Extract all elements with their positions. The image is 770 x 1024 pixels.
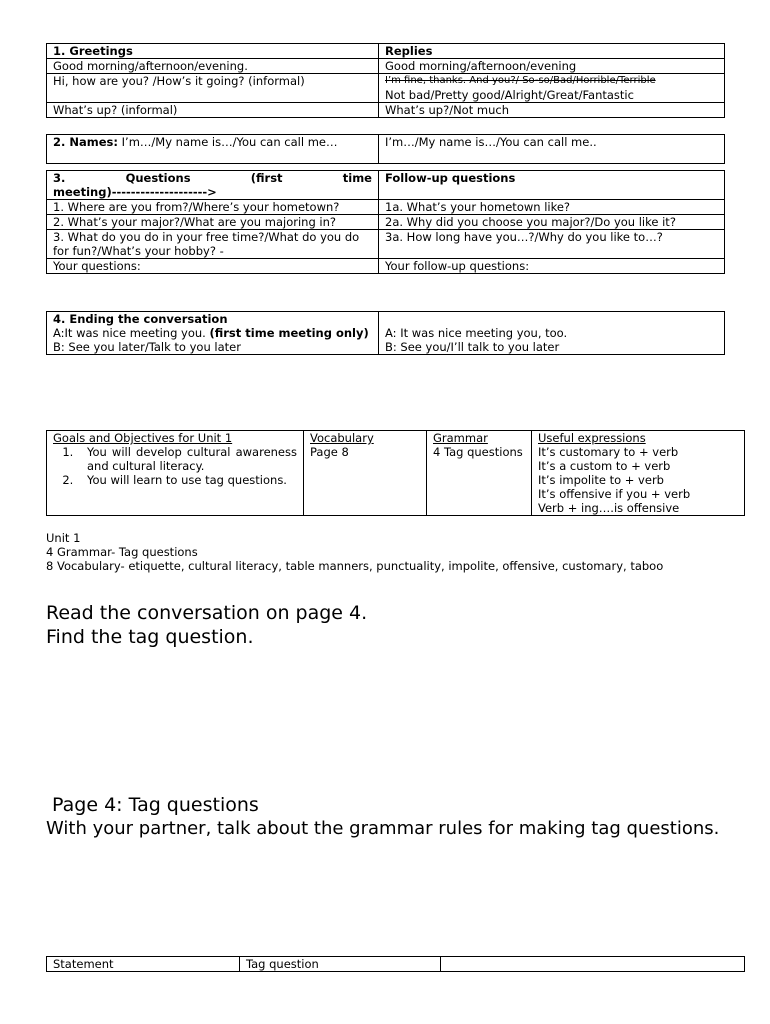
expression-item: It’s customary to + verb xyxy=(538,445,679,459)
ending-cell xyxy=(47,312,379,355)
vocabulary-header: Vocabulary xyxy=(310,431,374,445)
unit-vocabulary-line: 8 Vocabulary- etiquette, cultural literacy, table manners, punctuality, impolite, offensive, customary, taboo xyxy=(46,559,664,573)
ending-reply-a: A: It was nice meeting you, too. xyxy=(385,326,568,340)
questions-table xyxy=(46,170,725,274)
expression-item: It’s impolite to + verb xyxy=(538,473,664,487)
names-cell xyxy=(47,135,379,164)
page4-heading: Page 4: Tag questions xyxy=(46,794,259,816)
page4-body: With your partner, talk about the grammar rules for making tag questions. xyxy=(46,818,720,839)
reading-instructions xyxy=(46,601,724,649)
greetings-table xyxy=(46,43,725,118)
page4-section xyxy=(46,793,724,841)
replies-header: Replies xyxy=(379,44,725,59)
expression-item: It’s offensive if you + verb xyxy=(538,487,691,501)
expressions-header: Useful expressions xyxy=(538,431,646,445)
reply-text: Not bad/Pretty good/Alright/Great/Fantastic xyxy=(385,88,634,102)
ending-b-text: B: See you later/Talk to you later xyxy=(53,340,241,354)
ending-a-bold: (first time meeting only) xyxy=(209,326,369,340)
questions-header xyxy=(47,171,379,200)
goals-table xyxy=(46,430,745,516)
table-row xyxy=(47,59,725,74)
ending-reply-b: B: See you/I’ll talk to you later xyxy=(385,340,560,354)
names-text: I’m…/My name is…/You can call me… xyxy=(118,135,338,149)
table-row xyxy=(47,259,725,274)
greetings-header: 1. Greetings xyxy=(47,44,379,59)
follow-up-cell: 2a. Why did you choose you major?/Do you like it? xyxy=(379,215,725,230)
names-table xyxy=(46,134,725,164)
greeting-cell: What’s up? (informal) xyxy=(47,103,379,118)
empty-header xyxy=(441,957,745,972)
table-row xyxy=(47,230,725,259)
unit-title: Unit 1 xyxy=(46,531,81,545)
goals-list xyxy=(53,445,297,487)
unit-grammar-line: 4 Grammar- Tag questions xyxy=(46,545,198,559)
question-cell: 1. Where are you from?/Where’s your hometown? xyxy=(47,200,379,215)
expressions-cell xyxy=(532,431,745,516)
goals-cell xyxy=(47,431,304,516)
goals-header: Goals and Objectives for Unit 1 xyxy=(53,431,233,445)
grammar-cell xyxy=(427,431,532,516)
ending-title: 4. Ending the conversation xyxy=(53,312,228,326)
list-item: 2. You will learn to use tag questions. xyxy=(77,473,297,487)
list-item: 1. You will develop cultural awareness and cultural literacy. xyxy=(77,445,297,473)
instruction-line: Read the conversation on page 4. xyxy=(46,602,368,624)
follow-up-cell: 3a. How long have you…?/Why do you like to…? xyxy=(379,230,725,259)
grammar-header: Grammar xyxy=(433,431,488,445)
names-label: 2. Names: xyxy=(53,135,118,149)
expression-item: It’s a custom to + verb xyxy=(538,459,671,473)
greeting-cell: Hi, how are you? /How’s it going? (informal) xyxy=(47,74,379,103)
names-reply-cell: I’m…/My name is…/You can call me.. xyxy=(379,135,725,164)
vocabulary-cell xyxy=(304,431,427,516)
follow-up-cell: 1a. What’s your hometown like? xyxy=(379,200,725,215)
reply-cell: Good morning/afternoon/evening xyxy=(379,59,725,74)
expression-item: Verb + ing….is offensive xyxy=(538,501,680,515)
question-cell: Your questions: xyxy=(47,259,379,274)
follow-up-header: Follow-up questions xyxy=(379,171,725,200)
table-row xyxy=(47,215,725,230)
ending-table xyxy=(46,311,725,355)
statement-header: Statement xyxy=(47,957,240,972)
unit-summary xyxy=(46,531,724,573)
tag-question-header: Tag question xyxy=(240,957,441,972)
reply-cell xyxy=(379,74,725,103)
questions-header-line1: 3. Questions (first time xyxy=(53,171,372,185)
questions-header-line2: meeting)--------------------> xyxy=(53,185,217,199)
struck-reply-text: I’m fine, thanks. And you?/ So-so/Bad/Horrible/Terrible xyxy=(385,75,656,86)
tag-question-table xyxy=(46,956,745,972)
question-cell: 3. What do you do in your free time?/What do you do for fun?/What’s your hobby? - xyxy=(47,230,379,259)
table-row xyxy=(47,74,725,103)
vocabulary-text: Page 8 xyxy=(310,445,349,459)
follow-up-cell: Your follow-up questions: xyxy=(379,259,725,274)
reply-cell: What’s up?/Not much xyxy=(379,103,725,118)
ending-reply-cell xyxy=(379,312,725,355)
grammar-text: 4 Tag questions xyxy=(433,445,523,459)
table-row xyxy=(47,200,725,215)
greeting-cell: Good morning/afternoon/evening. xyxy=(47,59,379,74)
ending-a-text: A:It was nice meeting you. xyxy=(53,326,210,340)
question-cell: 2. What’s your major?/What are you majoring in? xyxy=(47,215,379,230)
table-row xyxy=(47,103,725,118)
instruction-line: Find the tag question. xyxy=(46,626,254,648)
